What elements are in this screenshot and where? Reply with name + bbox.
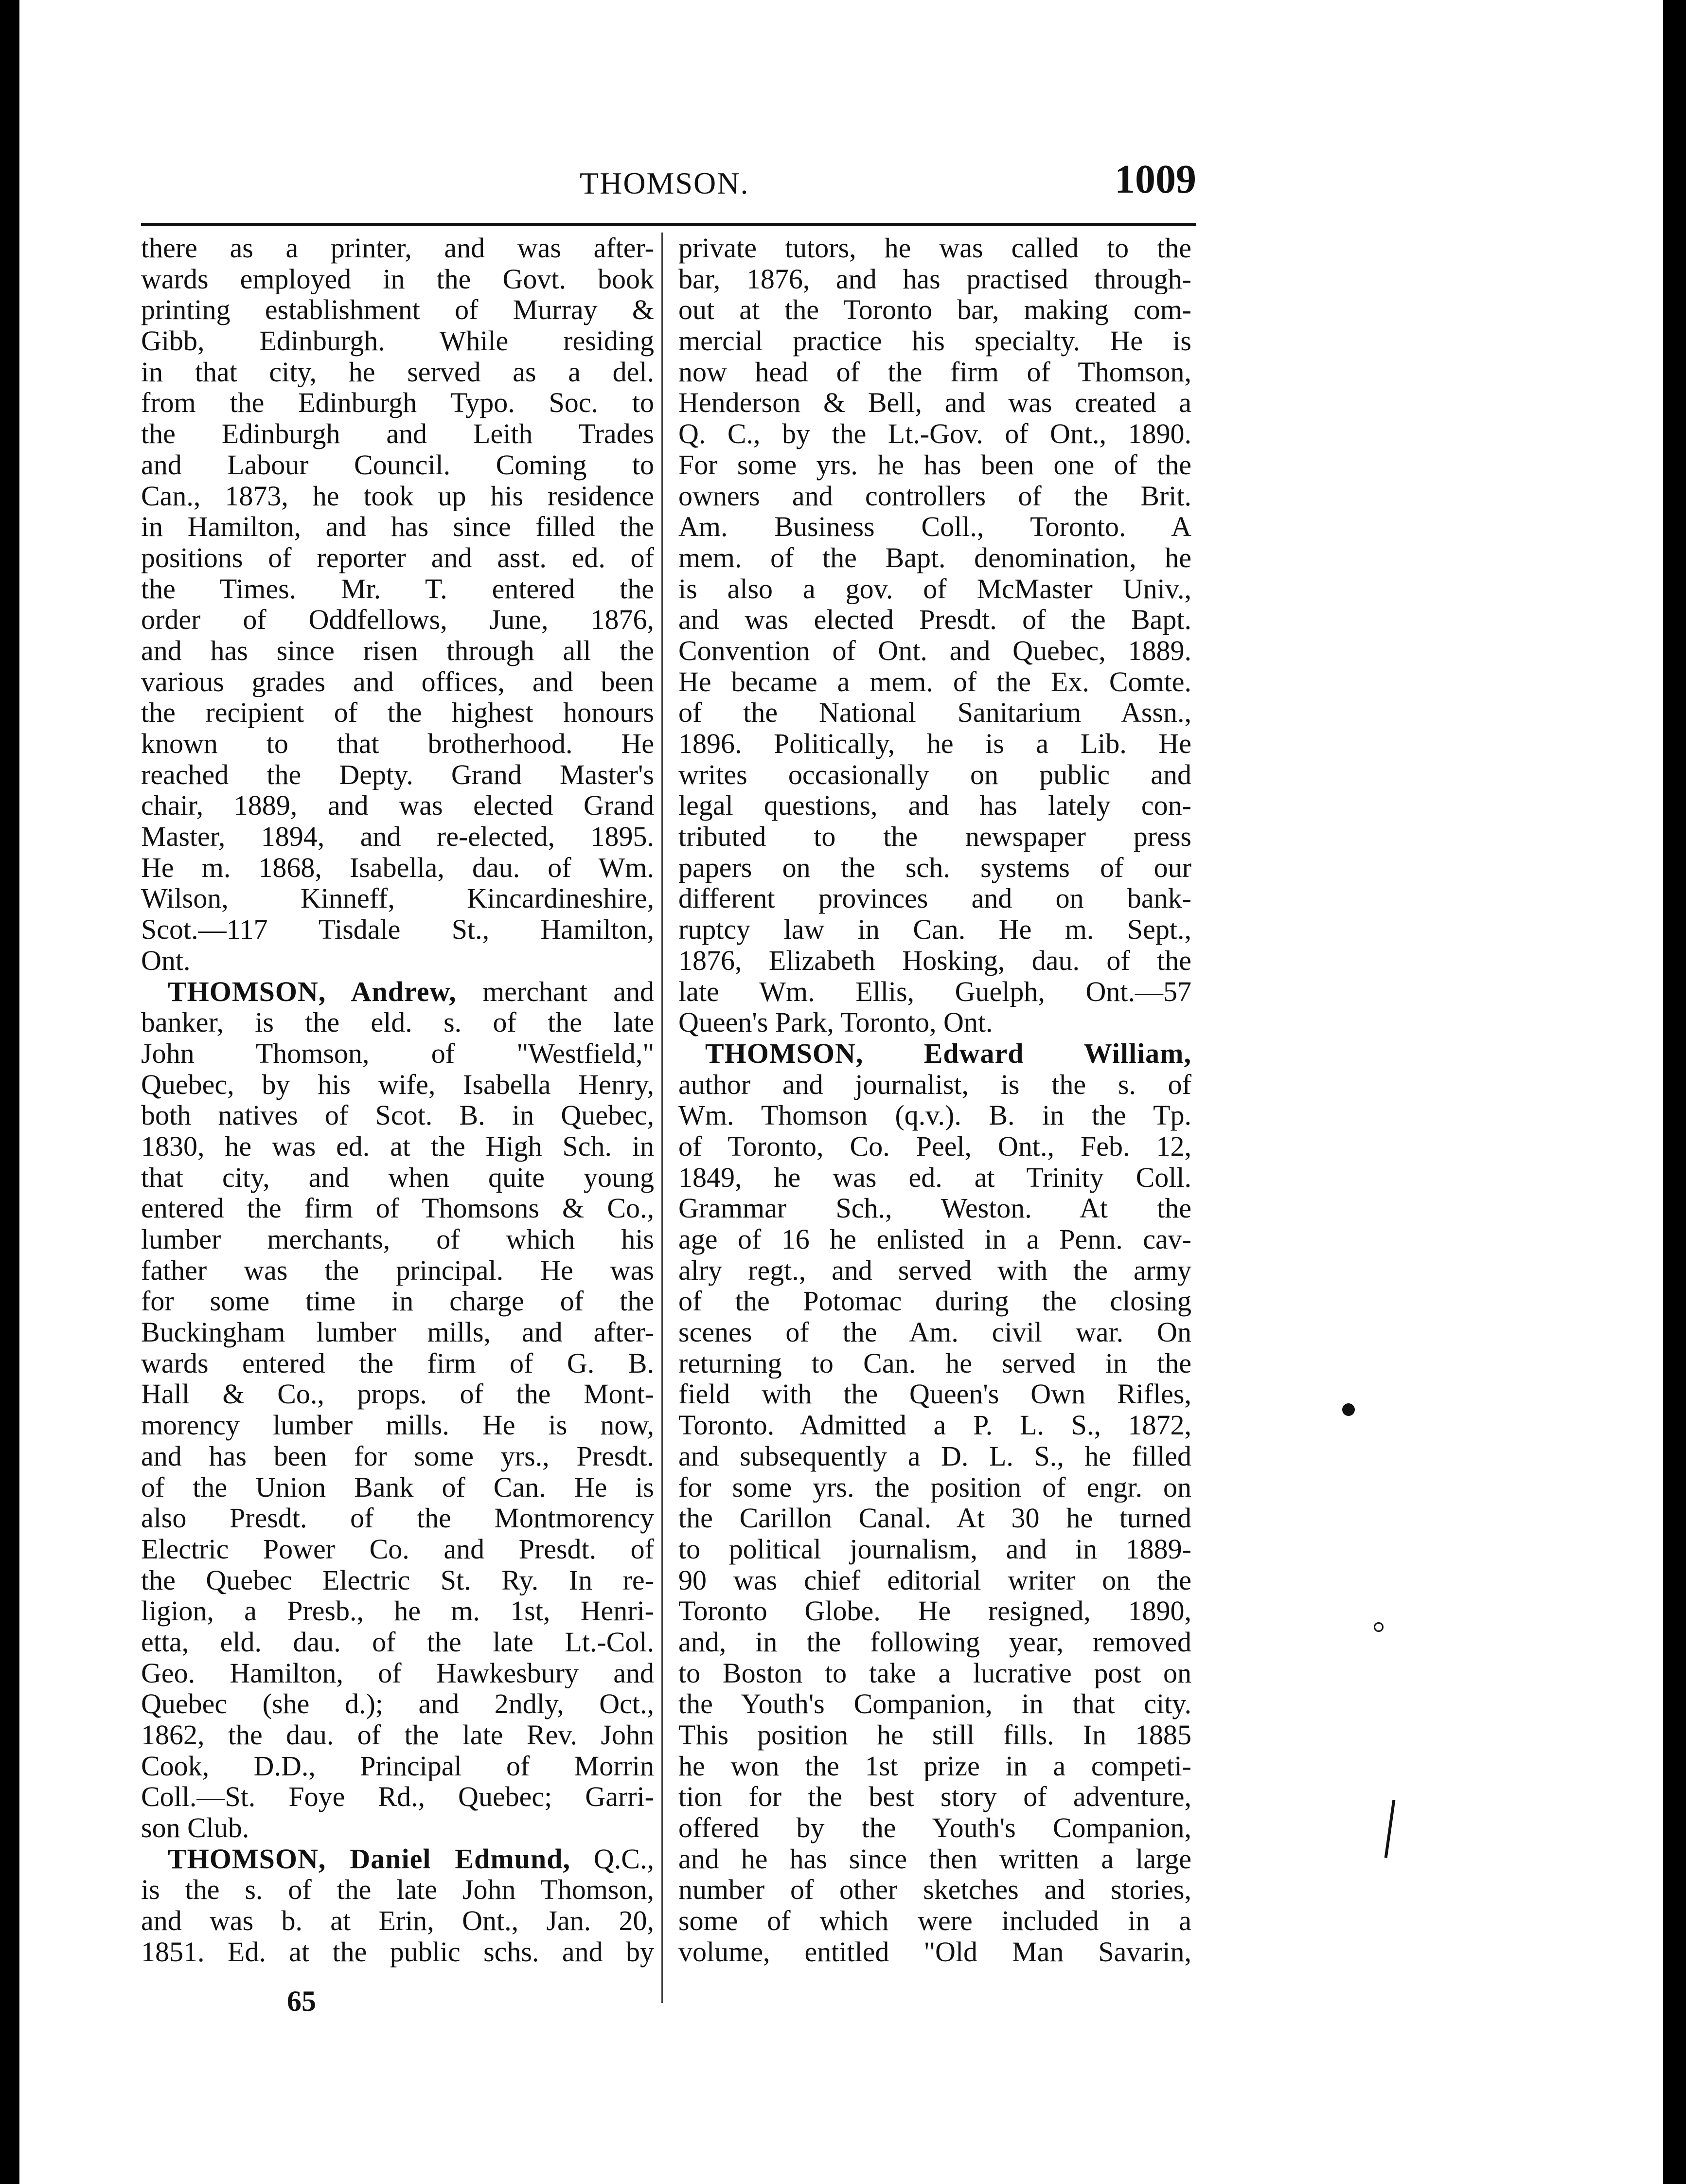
entry-name: THOMSON, Edward William, [705, 1038, 1191, 1069]
line-text: and has since risen through all the [141, 635, 654, 666]
line-text: Henderson & Bell, and was created a [678, 387, 1191, 419]
line-text: etta, eld. dau. of the late Lt.-Col. [141, 1626, 654, 1658]
line-text: chair, 1889, and was elected Grand [141, 790, 654, 822]
line-text: wards employed in the Govt. book [141, 263, 654, 295]
scanned-page [19, 0, 1663, 2184]
line-text: private tutors, he was called to the [678, 233, 1191, 264]
line-text: legal questions, and has lately con- [678, 790, 1191, 822]
text-line [141, 325, 654, 357]
line-text: Grammar Sch., Weston. At the [678, 1193, 1191, 1224]
scan-speck [1374, 1622, 1384, 1632]
text-line [678, 697, 1191, 728]
line-text: some of which were included in a [678, 1905, 1191, 1936]
line-text: the Quebec Electric St. Ry. In re- [141, 1564, 654, 1596]
text-line [678, 883, 1191, 914]
text-line [678, 1781, 1191, 1812]
header-rule [141, 223, 1196, 226]
line-text: is the s. of the late John Thomson, [141, 1874, 654, 1906]
line-text: 1862, the dau. of the late Rev. John [141, 1719, 654, 1751]
line-text: Electric Power Co. and Presdt. of [141, 1533, 654, 1565]
line-text: writes occasionally on public and [678, 759, 1191, 790]
text-line [141, 759, 654, 790]
line-text: order of Oddfellows, June, 1876, [141, 604, 654, 635]
text-line [678, 1658, 1191, 1689]
line-text: that city, and when quite young [141, 1162, 654, 1193]
line-text: Ont. [141, 945, 191, 976]
text-line [141, 883, 654, 914]
text-line [678, 325, 1191, 357]
scan-speck [1384, 1800, 1396, 1858]
line-text: and subsequently a D. L. S., he filled [678, 1440, 1191, 1472]
line-text: 1830, he was ed. at the High Sch. in [141, 1130, 654, 1162]
line-text: the Carillon Canal. At 30 he turned [678, 1503, 1191, 1534]
text-line [141, 1348, 654, 1379]
line-text: Q.C., [570, 1843, 654, 1875]
running-header-title: THOMSON. [580, 166, 749, 200]
text-line [141, 821, 654, 852]
text-line [141, 1751, 654, 1782]
line-text: tion for the best story of adventure, [678, 1781, 1191, 1813]
text-line [141, 1193, 654, 1224]
line-text: father was the principal. He was [141, 1254, 654, 1286]
text-line [678, 1874, 1191, 1905]
line-text: bar, 1876, and has practised through- [678, 263, 1191, 295]
text-line [141, 357, 654, 388]
text-line [678, 1193, 1191, 1224]
line-text: wards entered the firm of G. B. [141, 1347, 654, 1379]
line-text: son Club. [141, 1812, 249, 1844]
line-text: Q. C., by the Lt.-Gov. of Ont., 1890. [678, 418, 1191, 449]
line-text: in Hamilton, and has since filled the [141, 511, 654, 542]
text-line [678, 1255, 1191, 1286]
line-text: Wilson, Kinneff, Kincardineshire, [141, 883, 654, 914]
text-line [141, 1812, 654, 1844]
text-line [141, 1069, 654, 1100]
right-column [678, 233, 1191, 1968]
line-text: both natives of Scot. B. in Quebec, [141, 1100, 654, 1131]
line-text: known to that brotherhood. He [141, 728, 654, 759]
line-text: in that city, he served as a del. [141, 356, 654, 388]
line-text: there as a printer, and was after- [141, 233, 654, 264]
text-line [678, 1286, 1191, 1317]
text-line [141, 387, 654, 418]
text-line [141, 945, 654, 976]
text-line [141, 1503, 654, 1534]
text-line [141, 604, 654, 635]
text-line [678, 728, 1191, 759]
text-line [141, 1595, 654, 1627]
text-line [141, 542, 654, 573]
line-text: to political journalism, and in 1889- [678, 1533, 1191, 1565]
line-text: the recipient of the highest honours [141, 697, 654, 728]
line-text: offered by the Youth's Companion, [678, 1812, 1191, 1844]
text-line [678, 573, 1191, 605]
line-text: of the National Sanitarium Assn., [678, 697, 1191, 728]
text-line [141, 1565, 654, 1596]
text-line [141, 449, 654, 481]
line-text: volume, entitled "Old Man Savarin, [678, 1936, 1191, 1968]
line-text: ligion, a Presb., he m. 1st, Henri- [141, 1595, 654, 1627]
entry-heading-line [141, 976, 654, 1007]
text-line [141, 294, 654, 325]
text-line [141, 1472, 654, 1503]
line-text: and, in the following year, removed [678, 1626, 1191, 1658]
line-text: mem. of the Bapt. denomination, he [678, 542, 1191, 573]
text-line [141, 511, 654, 542]
line-text: and was elected Presdt. of the Bapt. [678, 604, 1191, 635]
text-line [141, 1627, 654, 1658]
line-text: He became a mem. of the Ex. Comte. [678, 666, 1191, 698]
line-text: of the Union Bank of Can. He is [141, 1471, 654, 1503]
line-text: to Boston to take a lucrative post on [678, 1657, 1191, 1689]
line-text: Toronto Globe. He resigned, 1890, [678, 1595, 1191, 1627]
line-text: lumber merchants, of which his [141, 1224, 654, 1255]
line-text: He m. 1868, Isabella, dau. of Wm. [141, 852, 654, 883]
line-text: different provinces and on bank- [678, 883, 1191, 914]
line-text: mercial practice his specialty. He is [678, 325, 1191, 357]
text-line [141, 1317, 654, 1348]
line-text: 1876, Elizabeth Hosking, dau. of the [678, 945, 1191, 976]
line-text: late Wm. Ellis, Guelph, Ont.—57 [678, 976, 1191, 1007]
text-line [678, 1410, 1191, 1441]
line-text: Wm. Thomson (q.v.). B. in the Tp. [678, 1100, 1191, 1131]
text-line [678, 1069, 1191, 1100]
text-line [141, 697, 654, 728]
text-line [141, 1162, 654, 1193]
text-line [141, 666, 654, 698]
line-text: Coll.—St. Foye Rd., Quebec; Garri- [141, 1781, 654, 1813]
text-line [678, 387, 1191, 418]
text-line [141, 1781, 654, 1812]
entry-heading-line [678, 1038, 1191, 1069]
text-line [141, 233, 654, 264]
text-line [678, 1719, 1191, 1751]
line-text: Queen's Park, Toronto, Ont. [678, 1007, 993, 1038]
entry-name: THOMSON, Daniel Edmund, [168, 1843, 570, 1875]
line-text: out at the Toronto bar, making com- [678, 294, 1191, 326]
text-line [678, 1441, 1191, 1472]
line-text: and he has since then written a large [678, 1843, 1191, 1875]
line-text: 90 was chief editorial writer on the [678, 1564, 1191, 1596]
text-line [141, 1441, 654, 1472]
line-text: Toronto. Admitted a P. L. S., 1872, [678, 1410, 1191, 1441]
text-line [678, 1131, 1191, 1162]
text-line [678, 1348, 1191, 1379]
text-line [678, 542, 1191, 573]
text-line [141, 1534, 654, 1565]
text-line [678, 1812, 1191, 1844]
line-text: the Youth's Companion, in that city. [678, 1688, 1191, 1719]
line-text: morency lumber mills. He is now, [141, 1410, 654, 1441]
line-text: of the Potomac during the closing [678, 1286, 1191, 1317]
scan-right-border [1663, 0, 1686, 2184]
line-text: number of other sketches and stories, [678, 1874, 1191, 1906]
line-text: Geo. Hamilton, of Hawkesbury and [141, 1657, 654, 1689]
line-text: Can., 1873, he took up his residence [141, 480, 654, 512]
text-line [141, 1131, 654, 1162]
line-text: and Labour Council. Coming to [141, 449, 654, 481]
running-header [141, 156, 1196, 219]
line-text: author and journalist, is the s. of [678, 1069, 1191, 1100]
entry-heading-line [141, 1844, 654, 1875]
text-line [678, 1751, 1191, 1782]
line-text: Scot.—117 Tisdale St., Hamilton, [141, 914, 654, 945]
line-text: tributed to the newspaper press [678, 821, 1191, 852]
page-number: 1009 [1115, 157, 1196, 202]
line-text: John Thomson, of "Westfield," [141, 1038, 654, 1069]
line-text: reached the Depty. Grand Master's [141, 759, 654, 790]
line-text: and was b. at Erin, Ont., Jan. 20, [141, 1905, 654, 1936]
line-text: 1896. Politically, he is a Lib. He [678, 728, 1191, 759]
line-text: for some yrs. the position of engr. on [678, 1471, 1191, 1503]
line-text: he won the 1st prize in a competi- [678, 1750, 1191, 1782]
text-line [141, 1936, 654, 1968]
line-text: Gibb, Edinburgh. While residing [141, 325, 654, 357]
entry-name: THOMSON, Andrew, [168, 976, 457, 1007]
line-text: the Edinburgh and Leith Trades [141, 418, 654, 449]
text-line [141, 1688, 654, 1719]
text-line [678, 1565, 1191, 1596]
text-line [678, 604, 1191, 635]
line-text: Convention of Ont. and Quebec, 1889. [678, 635, 1191, 666]
text-line [141, 1905, 654, 1936]
text-line [141, 728, 654, 759]
text-line [678, 294, 1191, 325]
line-text: and has been for some yrs., Presdt. [141, 1440, 654, 1472]
line-text: Master, 1894, and re-elected, 1895. [141, 821, 654, 852]
scan-speck [1342, 1403, 1355, 1416]
text-line [141, 852, 654, 883]
text-line [678, 852, 1191, 883]
scan-left-border [0, 0, 19, 2184]
text-line [678, 1503, 1191, 1534]
line-text: entered the firm of Thomsons & Co., [141, 1193, 654, 1224]
line-text: Quebec, by his wife, Isabella Henry, [141, 1069, 654, 1100]
line-text: field with the Queen's Own Rifles, [678, 1378, 1191, 1410]
text-line [678, 1472, 1191, 1503]
text-line [678, 511, 1191, 542]
text-line [141, 1874, 654, 1905]
text-line [141, 418, 654, 449]
text-line [678, 1936, 1191, 1968]
text-line [678, 759, 1191, 790]
line-text: merchant and [456, 976, 654, 1007]
line-text: printing establishment of Murray & [141, 294, 654, 326]
text-line [141, 264, 654, 295]
line-text: This position he still fills. In 1885 [678, 1719, 1191, 1751]
text-line [678, 1224, 1191, 1255]
text-line [678, 790, 1191, 821]
column-divider [661, 233, 663, 2003]
line-text: scenes of the Am. civil war. On [678, 1317, 1191, 1348]
text-line [678, 264, 1191, 295]
text-line [678, 1595, 1191, 1627]
text-line [678, 976, 1191, 1007]
text-line [141, 1658, 654, 1689]
text-line [678, 1844, 1191, 1875]
line-text: now head of the firm of Thomson, [678, 356, 1191, 388]
text-line [141, 1007, 654, 1038]
line-text: banker, is the eld. s. of the late [141, 1007, 654, 1038]
text-line [141, 1100, 654, 1131]
line-text: alry regt., and served with the army [678, 1254, 1191, 1286]
text-line [678, 1627, 1191, 1658]
text-line [678, 1905, 1191, 1936]
text-line [141, 1286, 654, 1317]
left-column [141, 233, 654, 1968]
text-line [678, 1378, 1191, 1410]
text-line [678, 1100, 1191, 1131]
text-line [678, 1007, 1191, 1038]
text-line [141, 1038, 654, 1069]
text-line [678, 821, 1191, 852]
text-line [678, 635, 1191, 666]
line-text: is also a gov. of McMaster Univ., [678, 573, 1191, 605]
line-text: Am. Business Coll., Toronto. A [678, 511, 1191, 542]
text-line [678, 1162, 1191, 1193]
text-line [141, 573, 654, 605]
text-line [141, 1255, 654, 1286]
line-text: 1851. Ed. at the public schs. and by [141, 1936, 654, 1968]
line-text: of Toronto, Co. Peel, Ont., Feb. 12, [678, 1130, 1191, 1162]
line-text: positions of reporter and asst. ed. of [141, 542, 654, 573]
text-line [141, 481, 654, 512]
line-text: Quebec (she d.); and 2ndly, Oct., [141, 1688, 654, 1719]
line-text: from the Edinburgh Typo. Soc. to [141, 387, 654, 419]
line-text: For some yrs. he has been one of the [678, 449, 1191, 481]
text-line [678, 481, 1191, 512]
line-text: also Presdt. of the Montmorency [141, 1503, 654, 1534]
text-line [678, 945, 1191, 976]
text-line [678, 418, 1191, 449]
text-line [678, 666, 1191, 698]
text-line [678, 914, 1191, 945]
line-text: the Times. Mr. T. entered the [141, 573, 654, 605]
text-line [678, 357, 1191, 388]
line-text: age of 16 he enlisted in a Penn. cav- [678, 1224, 1191, 1255]
line-text: papers on the sch. systems of our [678, 852, 1191, 883]
line-text: Cook, D.D., Principal of Morrin [141, 1750, 654, 1782]
text-line [678, 1317, 1191, 1348]
text-line [141, 914, 654, 945]
line-text: for some time in charge of the [141, 1286, 654, 1317]
line-text: 1849, he was ed. at Trinity Coll. [678, 1162, 1191, 1193]
line-text: various grades and offices, and been [141, 666, 654, 698]
text-line [141, 635, 654, 666]
signature-mark: 65 [287, 1985, 316, 2017]
line-text: Buckingham lumber mills, and after- [141, 1317, 654, 1348]
line-text: Hall & Co., props. of the Mont- [141, 1378, 654, 1410]
text-line [141, 790, 654, 821]
line-text: returning to Can. he served in the [678, 1347, 1191, 1379]
text-line [141, 1410, 654, 1441]
text-line [141, 1719, 654, 1751]
text-line [678, 233, 1191, 264]
text-line [678, 449, 1191, 481]
line-text: owners and controllers of the Brit. [678, 480, 1191, 512]
text-line [141, 1378, 654, 1410]
text-line [678, 1688, 1191, 1719]
line-text: ruptcy law in Can. He m. Sept., [678, 914, 1191, 945]
text-line [141, 1224, 654, 1255]
text-line [678, 1534, 1191, 1565]
